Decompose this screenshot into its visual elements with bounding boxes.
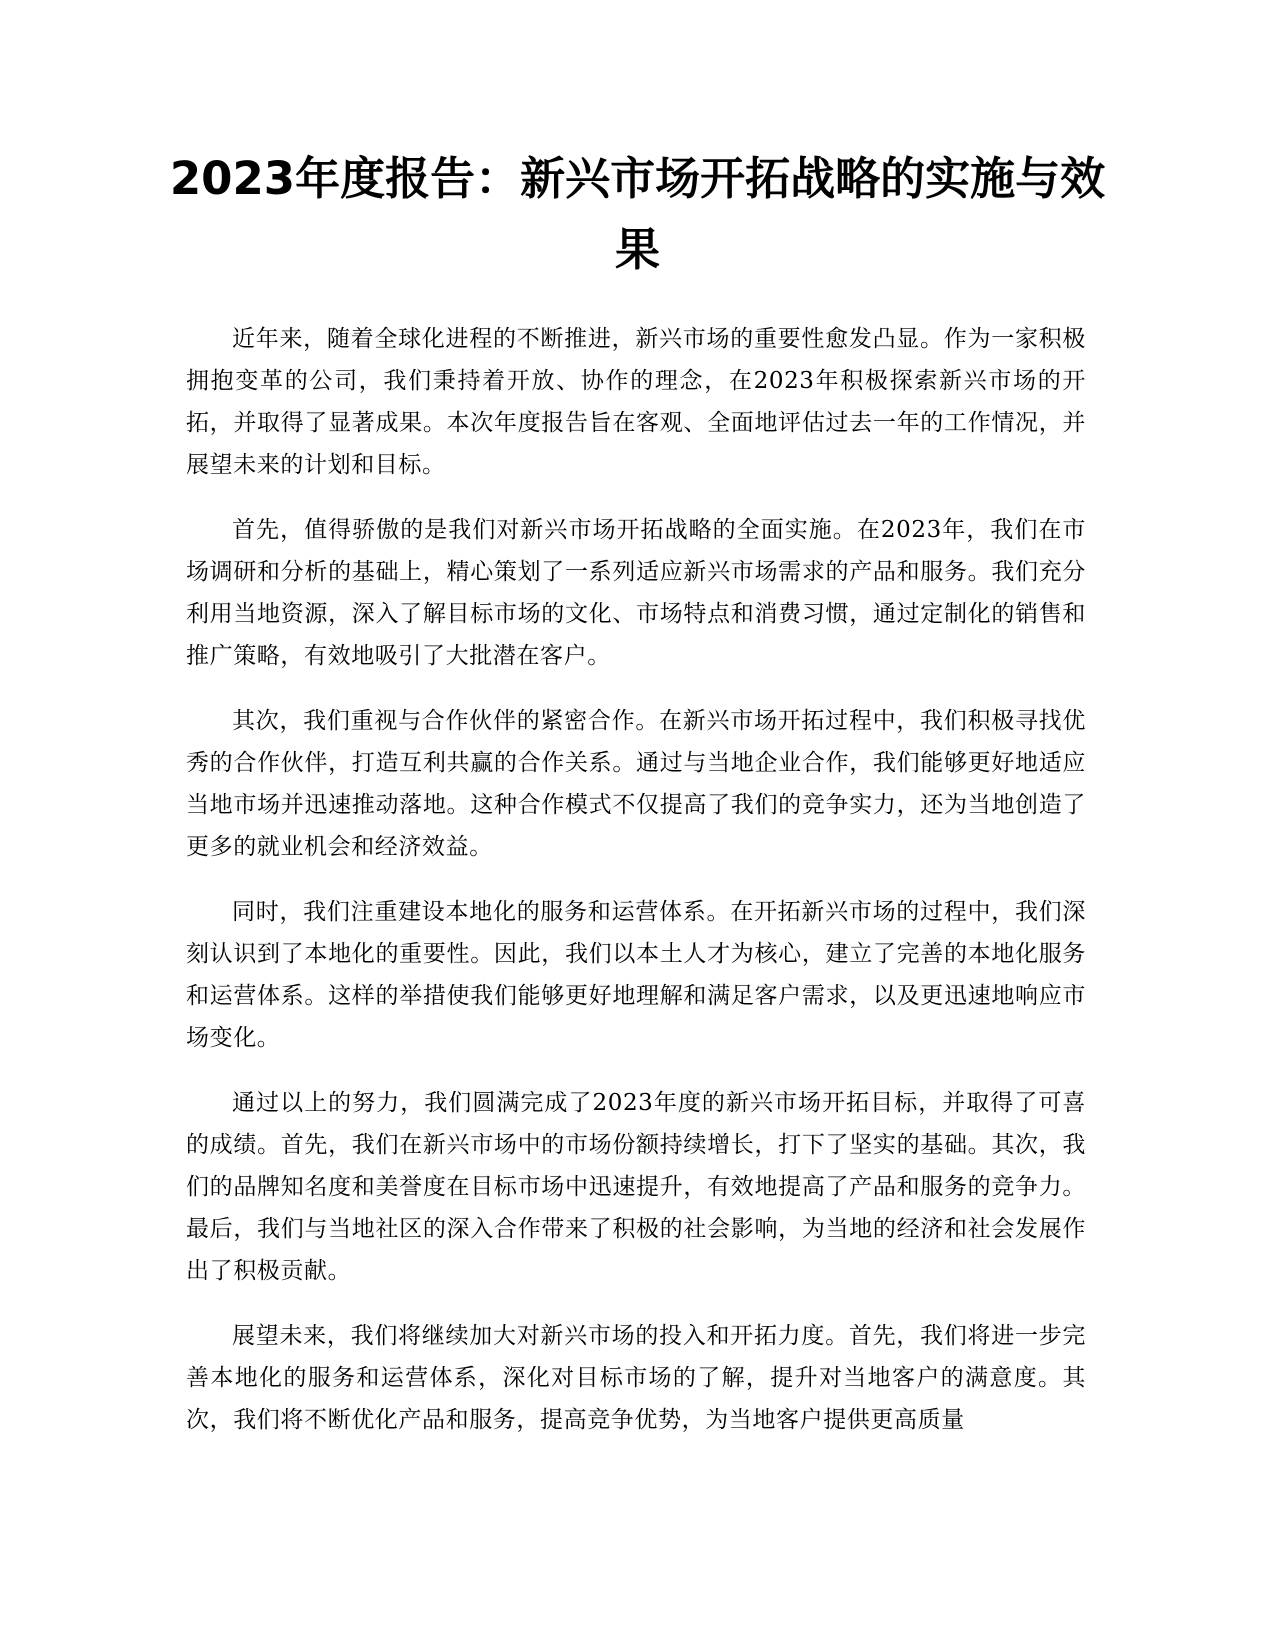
paragraph-2: 首先，值得骄傲的是我们对新兴市场开拓战略的全面实施。在2023年，我们在市场调研和分析的基础上，精心策划了一系列适应新兴市场需求的产品和服务。我们充分利用当地资源，深入了解目标市场的文化、市场特点和消费习惯，通过定制化的销售和推广策略，有效地吸引了大批潜在客户。 xyxy=(186,517,1086,669)
paragraph-3: 其次，我们重视与合作伙伴的紧密合作。在新兴市场开拓过程中，我们积极寻找优秀的合作伙伴，打造互利共赢的合作关系。通过与当地企业合作，我们能够更好地适应当地市场并迅速推动落地。这种合作模式不仅提高了我们的竞争实力，还为当地创造了更多的就业机会和经济效益。 xyxy=(186,708,1086,860)
paragraph-5: 通过以上的努力，我们圆满完成了2023年度的新兴市场开拓目标，并取得了可喜的成绩。首先，我们在新兴市场中的市场份额持续增长，打下了坚实的基础。其次，我们的品牌知名度和美誉度在目标市场中迅速提升，有效地提高了产品和服务的竞争力。最后，我们与当地社区的深入合作带来了积极的社会影响，为当地的经济和社会发展作出了积极贡献。 xyxy=(186,1090,1086,1284)
document-title: 2023年度报告：新兴市场开拓战略的实施与效果 xyxy=(169,152,1106,276)
paragraph-1: 近年来，随着全球化进程的不断推进，新兴市场的重要性愈发凸显。作为一家积极拥抱变革的公司，我们秉持着开放、协作的理念，在2023年积极探索新兴市场的开拓，并取得了显著成果。本次年度报告旨在客观、全面地评估过去一年的工作情况，并展望未来的计划和目标。 xyxy=(186,326,1086,478)
document-body xyxy=(186,318,1086,1464)
paragraph-6: 展望未来，我们将继续加大对新兴市场的投入和开拓力度。首先，我们将进一步完善本地化的服务和运营体系，深化对目标市场的了解，提升对当地客户的满意度。其次，我们将不断优化产品和服务，提高竞争优势，为当地客户提供更高质量 xyxy=(186,1323,1086,1433)
paragraph-4: 同时，我们注重建设本地化的服务和运营体系。在开拓新兴市场的过程中，我们深刻认识到了本地化的重要性。因此，我们以本土人才为核心，建立了完善的本地化服务和运营体系。这样的举措使我们能够更好地理解和满足客户需求，以及更迅速地响应市场变化。 xyxy=(186,899,1086,1051)
